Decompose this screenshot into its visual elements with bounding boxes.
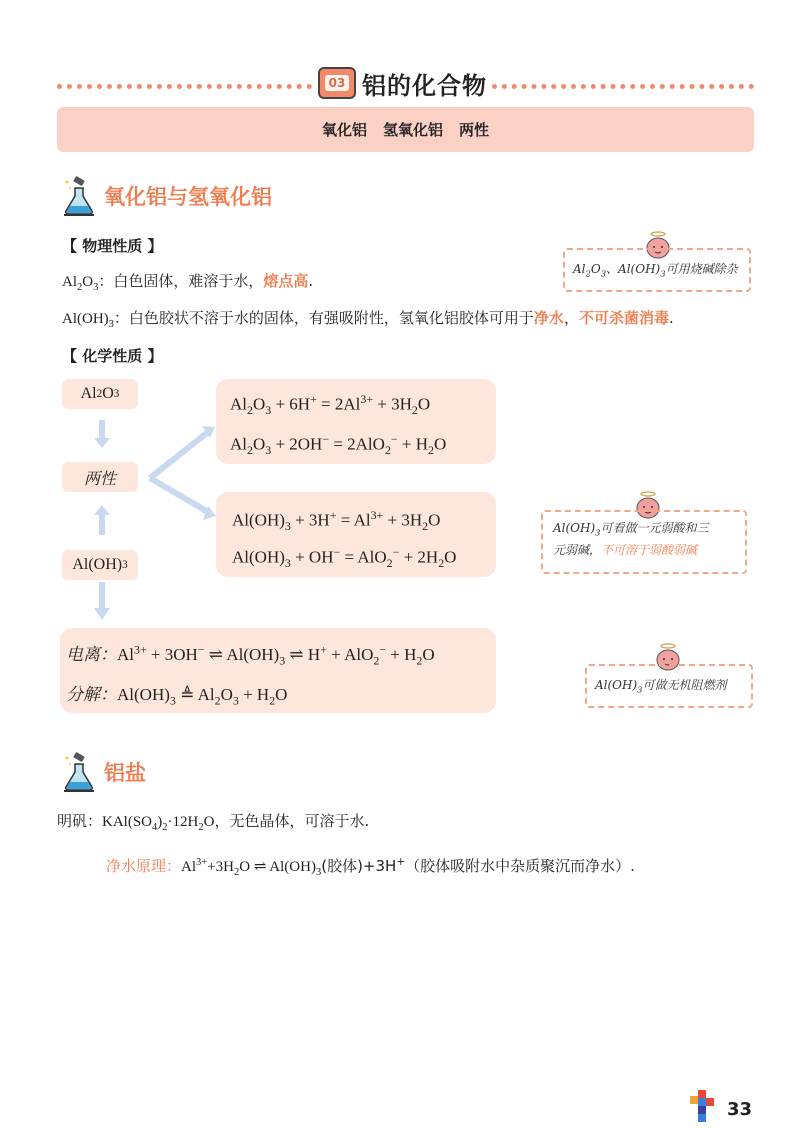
header-dotted-rule-right <box>492 84 754 89</box>
keyword: 氢氧化铝 <box>382 121 443 139</box>
equation-alum-hydrolysis: $Al^{3+}+3H_2O$ ⇌ $Al(OH)_3$ <box>181 857 322 878</box>
highlight-no-disinfection: 不可杀菌消毒 <box>578 309 669 327</box>
chapter-title: 铝的化合物 <box>362 72 487 100</box>
formula-alum: $KAl(SO_4)_2\cdot 12H_2O$ <box>102 814 215 833</box>
physical-properties-label: 【 物理性质 】 <box>62 237 163 255</box>
keyword: 氧化铝 <box>321 121 367 139</box>
equation-aloh3-base: $Al(OH)_3 + OH^- = AlO_2^- + 2H_2O$ <box>232 545 457 571</box>
chemical-properties-label: 【 化学性质 】 <box>62 347 163 365</box>
amphoteric-node: 两性 <box>62 462 138 492</box>
alum-line: 明矾：$KAl(SO_4)_2\cdot 12H_2O$，无色晶体，可溶于水. <box>57 812 370 833</box>
note-alkali-removal: $Al_2O_3$、$Al(OH)_3$可用烧碱除杂 <box>563 248 751 292</box>
flask-icon <box>62 176 96 216</box>
section-title: 氧化铝与氢氧化铝 <box>104 185 272 209</box>
chapter-number: 03 <box>325 75 350 91</box>
logo-icon <box>690 1090 716 1124</box>
amphoteric-arrows <box>60 370 220 630</box>
keyword: 两性 <box>459 121 490 139</box>
aloh3-physical-line: $Al(OH)_3$：白色胶状不溶于水的固体，有强吸附性，氢氧化铝胶体可用于净水，不可杀菌消毒. <box>62 309 674 330</box>
flask-icon <box>62 752 96 792</box>
aloh3-node: Al(OH) 3 <box>62 550 138 580</box>
page-number: 33 <box>726 1099 752 1120</box>
section-heading-oxide <box>62 176 272 216</box>
equation-al2o3-base: $Al_2O_3 + 2OH^- = 2AlO_2^- + H_2O$ <box>230 432 447 458</box>
formula-al2o3: $Al_2O_3$ <box>62 274 99 293</box>
equation-decomposition: 分解：$Al(OH)_3$ ≜ $Al_2O_3 + H_2O$ <box>66 685 288 708</box>
note-amphoteric-weak: $Al(OH)_3$可看做一元弱酸和三 元弱碱，不可溶于弱酸弱碱 <box>541 510 747 574</box>
al2o3-node: Al 2 O 3 <box>62 379 138 409</box>
highlight-high-melting-point: 熔点高 <box>263 272 309 290</box>
section-heading-aluminum-salt <box>62 752 146 792</box>
keyword-bar <box>57 107 754 152</box>
equation-ionization: 电离：$Al^{3+} + 3OH^-$ ⇌ $Al(OH)_3$ ⇌ $H^+ + AlO_2^- + H_2O$ <box>66 642 435 668</box>
purification-line: 净水原理：$Al^{3+}+3H_2O$ ⇌ $Al(OH)_3$(胶体)+3H+（胶体吸附水中杂质聚沉而净水）. <box>106 856 635 878</box>
equation-aloh3-acid: $Al(OH)_3 + 3H^+ = Al^{3+} + 3H_2O$ <box>232 508 441 534</box>
equation-al2o3-acid: $Al_2O_3 + 6H^+ = 2Al^{3+} + 3H_2O$ <box>230 392 431 418</box>
formula-aloh3: $Al(OH)_3$ <box>62 311 114 330</box>
section-title: 铝盐 <box>104 761 146 785</box>
header-dotted-rule-left <box>57 84 312 89</box>
note-flame-retardant: $Al(OH)_3$可做无机阻燃剂 <box>585 664 753 708</box>
highlight-water-purification: 净水 <box>533 309 564 327</box>
chapter-number-badge <box>318 67 356 99</box>
al2o3-physical-line: $Al_2O_3$：白色固体，难溶于水，熔点高. <box>62 272 314 293</box>
